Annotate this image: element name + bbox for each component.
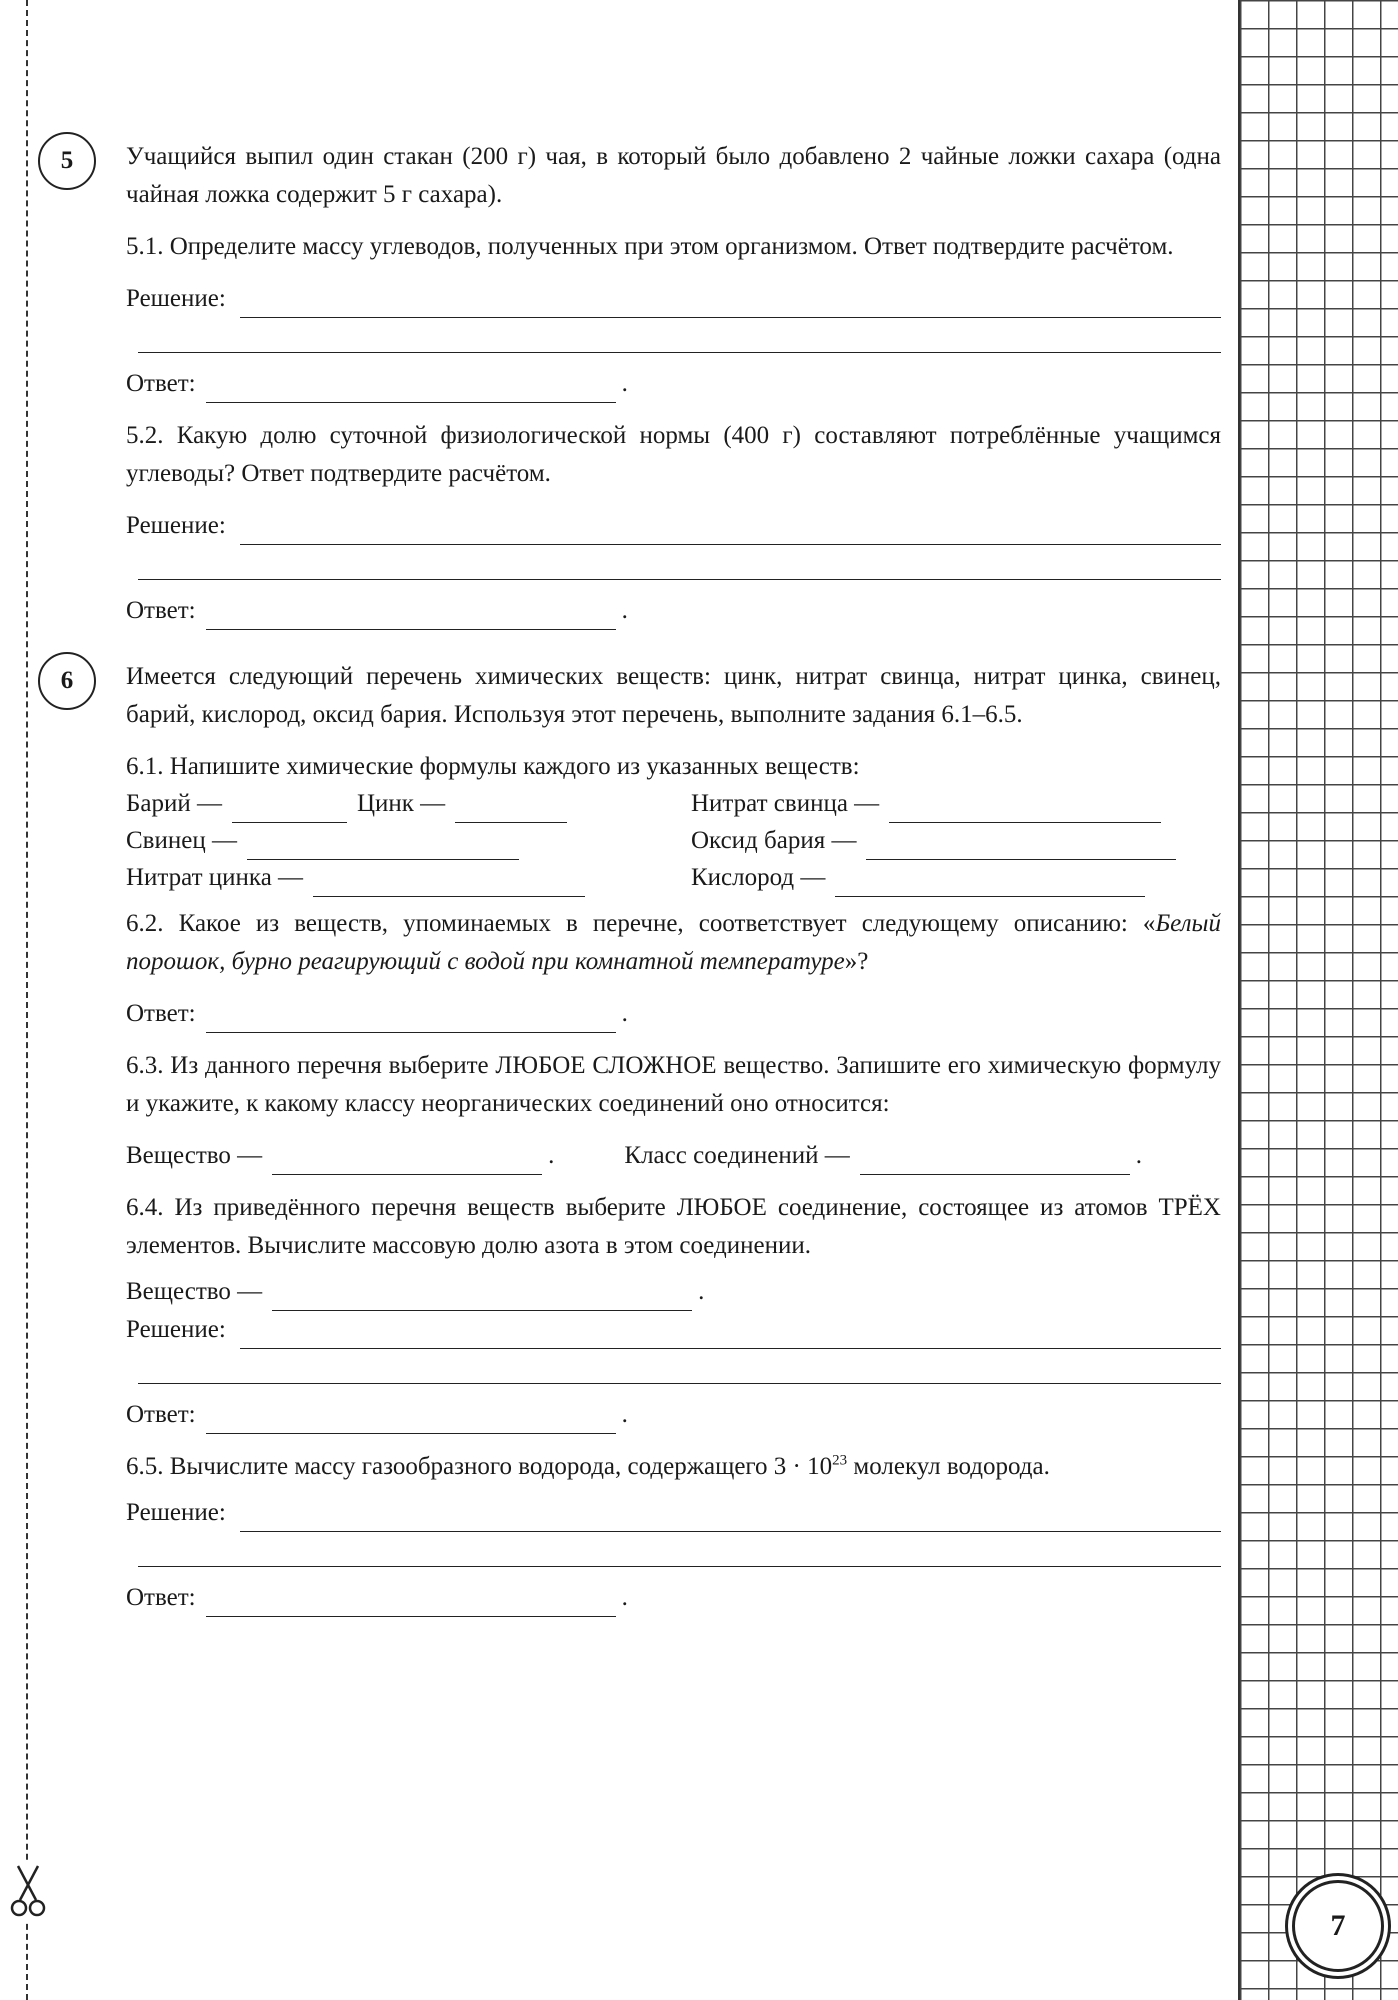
- q6-4-answer-field[interactable]: [206, 1407, 616, 1434]
- q5-2-answer-row: Ответ: .: [126, 592, 1221, 630]
- substance-label: Вещество —: [126, 1142, 263, 1169]
- q5-1-solution-field-2[interactable]: [138, 324, 1221, 353]
- q6-4-substance-row: Вещество — .: [126, 1273, 1221, 1311]
- q5-2-solution-field[interactable]: [240, 518, 1221, 545]
- q5-intro: Учащийся выпил один стакан (200 г) чая, в который было добавлено 2 чайные ложки сахара (одна чайная ложка содержит 5 г сахара).: [126, 143, 1221, 208]
- q6-5-solution-field[interactable]: [240, 1505, 1221, 1532]
- q5-1-answer-field[interactable]: [206, 376, 616, 403]
- q6-task-2-description: Белый порошок, бурно реагирующий с водой при комнатной температуре: [126, 910, 1221, 975]
- barium-oxide-label: Оксид бария —: [691, 827, 857, 854]
- q6-4-substance-field[interactable]: [272, 1284, 692, 1311]
- barium-oxide-field[interactable]: [866, 833, 1176, 860]
- q5-task-1: 5.1. Определите массу углеводов, полученных при этом организмом. Ответ подтвердите расчётом.: [126, 233, 1174, 260]
- q6-4-answer-row: Ответ: .: [126, 1396, 1221, 1434]
- lead-nitrate-label: Нитрат свинца —: [691, 790, 880, 817]
- solution-label: Решение:: [126, 285, 226, 312]
- zinc-nitrate-field[interactable]: [313, 870, 585, 897]
- q6-2-answer-field[interactable]: [206, 1006, 616, 1033]
- q6-2-answer-row: Ответ: .: [126, 995, 1221, 1033]
- q6-task-4: 6.4. Из приведённого перечня веществ выберите ЛЮБОЕ соединение, состоящее из атомов ТРЁХ элементов. Вычислите массовую долю азота в этом соединении.: [126, 1194, 1221, 1259]
- q6-5-solution-row: [126, 1494, 1221, 1532]
- q5-2-answer-field[interactable]: [206, 603, 616, 630]
- solution-label: Решение:: [126, 1499, 226, 1526]
- question-number-6: 6: [38, 652, 96, 710]
- page-number-text: 7: [1330, 1909, 1346, 1942]
- q5-task-2: 5.2. Какую долю суточной физиологической нормы (400 г) составляют потреблённые учащимся углеводы? Ответ подтвердите расчётом.: [126, 422, 1221, 487]
- zinc-label: Цинк —: [356, 790, 446, 817]
- question-6: [60, 658, 1221, 1617]
- answer-label: Ответ:: [126, 1000, 196, 1027]
- zinc-nitrate-label: Нитрат цинка —: [126, 864, 304, 891]
- class-label: Класс соединений —: [624, 1142, 850, 1169]
- barium-label: Барий —: [126, 790, 222, 817]
- q6-4-solution-field-2[interactable]: [138, 1355, 1221, 1384]
- q6-4-solution-field[interactable]: [240, 1322, 1221, 1349]
- scissors-icon: [10, 1862, 46, 1922]
- formula-table: [126, 786, 1221, 897]
- q6-5-answer-field[interactable]: [206, 1590, 616, 1617]
- page-number: [1292, 1880, 1384, 1972]
- solution-label: Решение:: [126, 1316, 226, 1343]
- answer-grid: [1238, 0, 1398, 2000]
- answer-label: Ответ:: [126, 597, 196, 624]
- question-number-5: 5: [38, 132, 96, 190]
- q6-3-answer-row: Вещество — . Класс соединений — .: [126, 1137, 1221, 1175]
- substance-label: Вещество —: [126, 1278, 263, 1305]
- question-5: [60, 138, 1221, 630]
- q5-1-solution-field[interactable]: [240, 291, 1221, 318]
- cut-line: [26, 0, 28, 2000]
- q5-1-answer-row: Ответ: .: [126, 365, 1221, 403]
- worksheet-content: [60, 138, 1221, 1617]
- q5-1-solution-row: [126, 280, 1221, 318]
- q6-task-5: 6.5. Вычислите массу газообразного водорода, содержащего $3 \cdot 10^{23}$ молекул водорода.: [126, 1452, 1050, 1480]
- lead-field[interactable]: [247, 833, 519, 860]
- q6-3-class-field[interactable]: [860, 1148, 1130, 1175]
- q5-2-solution-field-2[interactable]: [138, 551, 1221, 580]
- answer-label: Ответ:: [126, 370, 196, 397]
- oxygen-field[interactable]: [835, 870, 1145, 897]
- q6-4-solution-row: [126, 1311, 1221, 1349]
- q6-task-3: 6.3. Из данного перечня выберите ЛЮБОЕ СЛОЖНОЕ вещество. Запишите его химическую формулу и укажите, к какому классу неорганических соединений оно относится:: [126, 1052, 1221, 1117]
- q6-task-2: 6.2. Какое из веществ, упоминаемых в перечне, соответствует следующему описанию: «Белый порошок, бурно реагирующий с водой при комнатной температуре»?: [126, 910, 1221, 975]
- q6-5-solution-field-2[interactable]: [138, 1538, 1221, 1567]
- q6-3-substance-field[interactable]: [272, 1148, 542, 1175]
- solution-label: Решение:: [126, 512, 226, 539]
- answer-label: Ответ:: [126, 1584, 196, 1611]
- q6-task-1: 6.1. Напишите химические формулы каждого из указанных веществ:: [126, 753, 860, 780]
- barium-field[interactable]: [232, 796, 347, 823]
- zinc-field[interactable]: [455, 796, 567, 823]
- q6-intro: Имеется следующий перечень химических веществ: цинк, нитрат свинца, нитрат цинка, свинец, барий, кислород, оксид бария. Используя этот перечень, выполните задания 6.1–6.5.: [126, 663, 1221, 728]
- answer-label: Ответ:: [126, 1401, 196, 1428]
- q5-2-solution-row: [126, 507, 1221, 545]
- lead-label: Свинец —: [126, 827, 237, 854]
- lead-nitrate-field[interactable]: [889, 796, 1161, 823]
- oxygen-label: Кислород —: [691, 864, 826, 891]
- q6-5-answer-row: Ответ: .: [126, 1579, 1221, 1617]
